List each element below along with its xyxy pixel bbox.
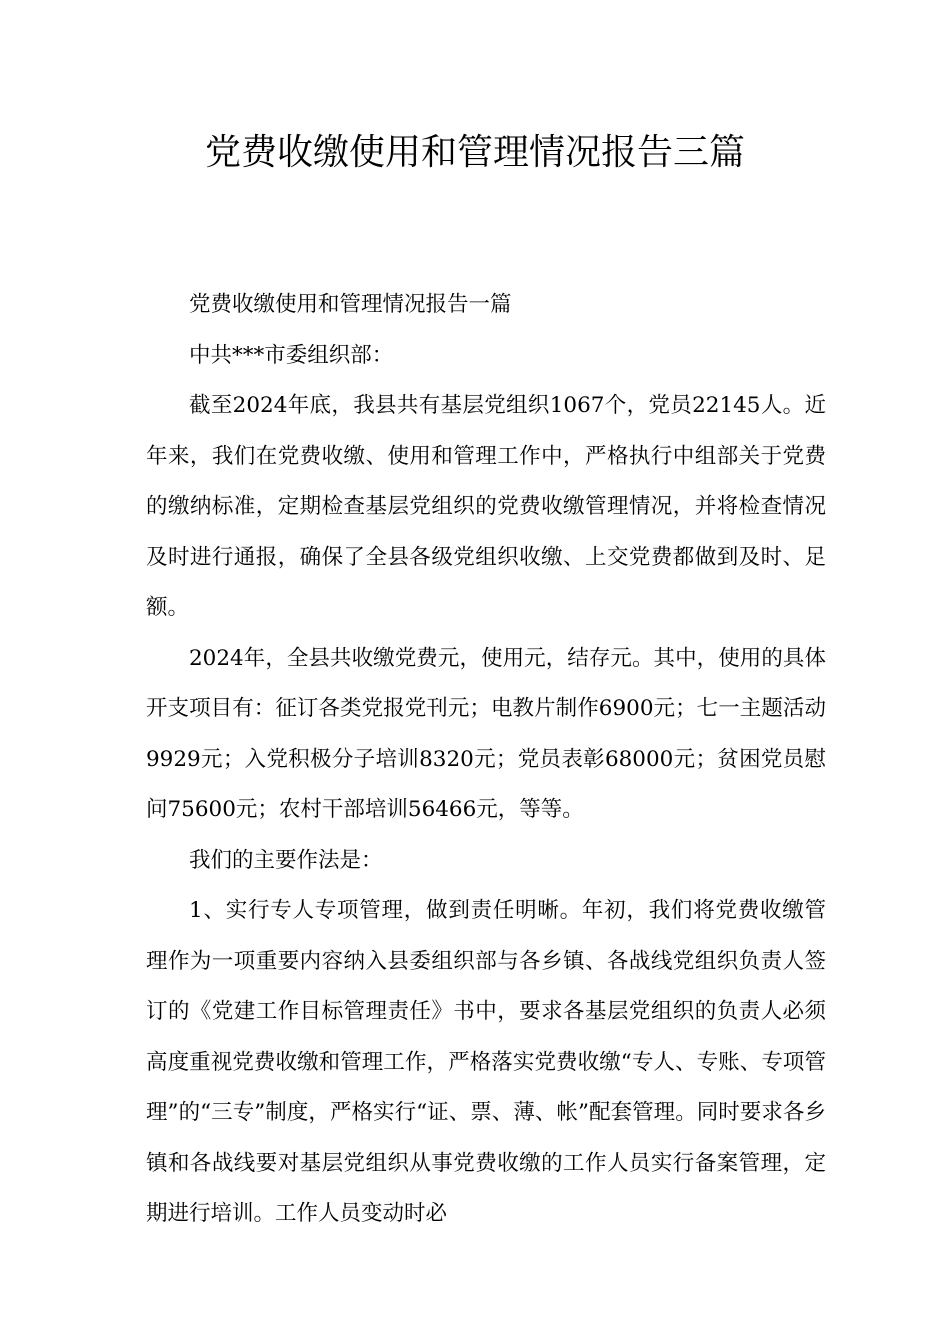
- report-subtitle: 党费收缴使用和管理情况报告一篇: [189, 292, 512, 317]
- paragraph-methods-intro: 我们的主要作法是：: [189, 847, 383, 873]
- paragraph-finances: 2024年，全县共收缴党费元，使用元，结存元。其中，使用的具体开支项目有：征订各类党报党刊元；电教片制作6900元；七一主题活动9929元；入党积极分子培训8320元；党员表彰68000元；贫困党员慰问75600元；农村干部培训56466元，等等。: [146, 645, 826, 822]
- paragraph-overview: 截至2024年底，我县共有基层党组织1067个，党员22145人。近年来，我们在党费收缴、使用和管理工作中，严格执行中组部关于党费的缴纳标准，定期检查基层党组织的党费收缴管理情况，并将检查情况及时进行通报，确保了全县各级党组织收缴、上交党费都做到及时、足额。: [146, 393, 826, 620]
- paragraph-method-1: 1、实行专人专项管理，做到责任明晰。年初，我们将党费收缴管理作为一项重要内容纳入县委组织部与各乡镇、各战线党组织负责人签订的《党建工作目标管理责任》书中，要求各基层党组织的负责人必须高度重视党费收缴和管理工作，严格落实党费收缴“专人、专账、专项管理”的“三专”制度，严格实行“证、票、薄、帐”配套管理。同时要求各乡镇和各战线要对基层党组织从事党费收缴的工作人员实行备案管理，定期进行培训。工作人员变动时必: [146, 898, 826, 1226]
- addressee: 中共***市委组织部：: [189, 342, 394, 368]
- document-body: [146, 280, 826, 1240]
- document-title: 党费收缴使用和管理情况报告三篇: [204, 132, 745, 173]
